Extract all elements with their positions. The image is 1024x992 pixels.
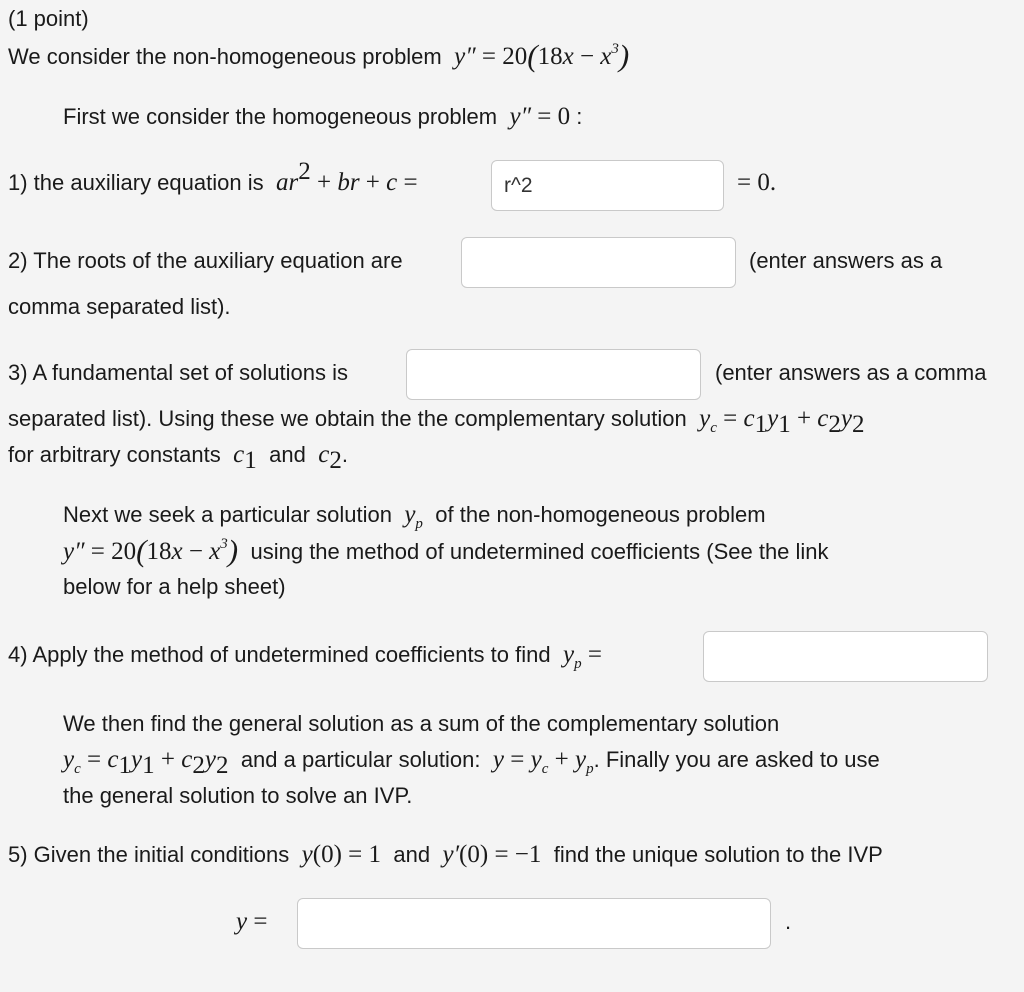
q1-equals-zero: = 0. [737, 169, 777, 196]
particular-line2 [63, 533, 829, 568]
general-line1: We then find the general solution as a sum of the complementary solution [63, 711, 780, 736]
q1-label: 1) the auxiliary equation is [8, 170, 264, 195]
general-solution-eq: $y = y_c + y_p$ [486, 746, 594, 777]
homogeneous-line: First we consider the homogeneous problem y″ = 0 : [63, 103, 583, 130]
intro-line [8, 38, 630, 73]
yp-equals: $y_p$ = [556, 641, 602, 672]
ode-equation: $y'' = 20(18x - x^3)$ [447, 38, 630, 73]
homogeneous-text: First we consider the homogeneous problem [63, 104, 498, 129]
particular-text-a: Next we seek a particular solution [63, 502, 392, 527]
q5-period: . [785, 909, 792, 934]
initial-condition-1: y(0) = 1 [295, 841, 381, 868]
c2-symbol: $c_2$ [311, 441, 342, 474]
general-line3: the general solution to solve an IVP. [63, 783, 413, 808]
particular-line1 [63, 500, 766, 530]
initial-condition-2: y′(0) = −1 [436, 841, 542, 868]
q3-line3-text-b: and [269, 442, 306, 467]
ivp-solution-input[interactable] [297, 898, 771, 949]
q4-line [8, 640, 602, 670]
q1-line [8, 158, 418, 198]
complementary-eq-repeat: $y_c = c_1y_1 + c_2y_2$ [63, 746, 229, 779]
q3-label: 3) A fundamental set of solutions is [8, 360, 348, 385]
particular-text-b: of the non-homogeneous problem [435, 502, 766, 527]
fundamental-set-input[interactable] [406, 349, 701, 400]
roots-input[interactable] [461, 237, 736, 288]
ode-equation-repeat: $y'' = 20(18x - x^3)$ [63, 533, 239, 568]
particular-solution-input[interactable] [703, 631, 988, 682]
points-label: (1 point) [8, 6, 89, 31]
q3-line2-text: separated list). Using these we obtain the the complementary solution [8, 406, 687, 431]
y-equals-label: y = [236, 908, 268, 935]
q5-label-b: and [393, 842, 431, 867]
auxiliary-equation-input[interactable] [491, 160, 724, 211]
particular-line3: below for a help sheet) [63, 574, 286, 599]
auxiliary-expression: $ar^2$ + br + c = [269, 158, 418, 196]
q3-note: (enter answers as a comma [715, 360, 987, 385]
general-text-a: and a particular solution: [240, 747, 481, 772]
q5-label-c: find the unique solution to the IVP [553, 842, 883, 867]
q2-label: 2) The roots of the auxiliary equation are [8, 248, 403, 273]
q2-note: (enter answers as a [749, 248, 943, 273]
q2-note-cont: comma separated list). [8, 294, 231, 319]
q5-line [8, 840, 883, 870]
q4-label: 4) Apply the method of undetermined coefficients to find [8, 642, 551, 667]
particular-text-c: using the method of undetermined coefficients (See the link [250, 539, 829, 564]
c1-symbol: $c_1$ [226, 441, 257, 474]
general-text-b: . Finally you are asked to use [593, 747, 880, 772]
q3-line2 [8, 404, 865, 438]
q3-line3: for arbitrary constants $c_1$ and $c_2$. [8, 441, 348, 474]
q5-label-a: 5) Given the initial conditions [8, 842, 290, 867]
q3-line3-text-a: for arbitrary constants [8, 442, 221, 467]
complementary-solution-eq: $y_c = c_1y_1 + c_2y_2$ [692, 405, 865, 438]
yp-symbol: $y_p$ [398, 501, 423, 532]
intro-text: We consider the non-homogeneous problem [8, 44, 442, 69]
general-line2 [63, 745, 880, 779]
homogeneous-equation: y″ = 0 [503, 103, 571, 130]
